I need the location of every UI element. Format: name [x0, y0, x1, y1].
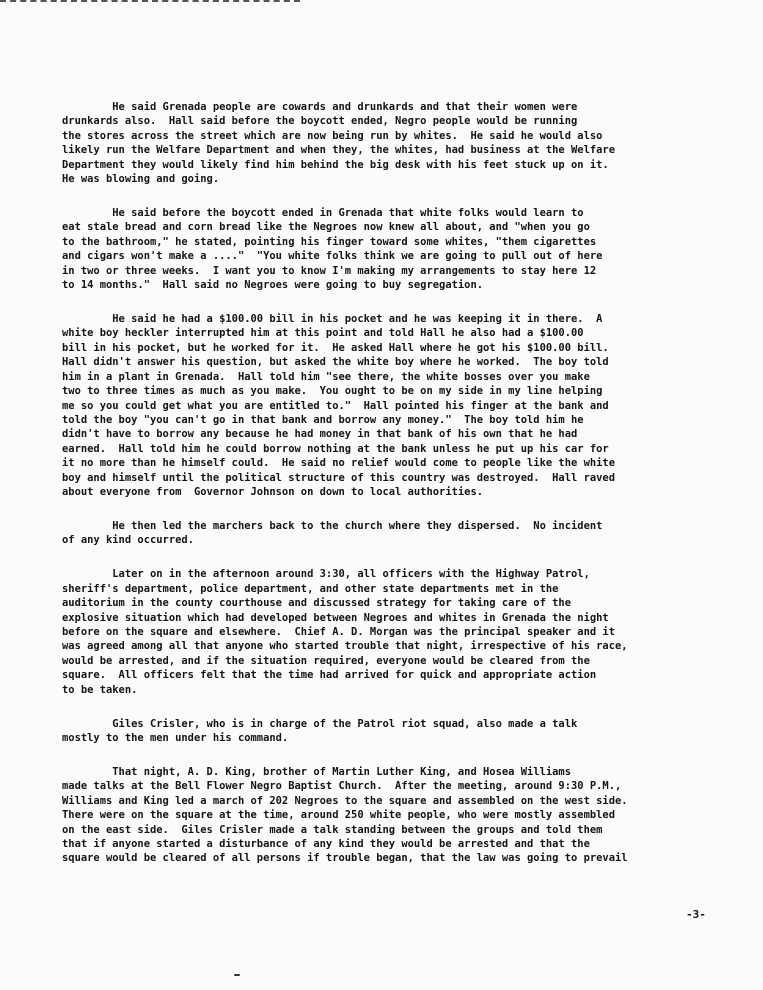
paragraph-crisler-talk: Giles Crisler, who is in charge of the Patrol riot squad, also made a talk mostly to the men under his command. [62, 717, 578, 744]
paragraph-officers-meeting: Later on in the afternoon around 3:30, all officers with the Highway Patrol, sheriff's department, police department, and other state departments met in the auditorium in the county courthouse and discussed strategy for taking care of the explosive situation which had developed between Negroes and whites in Grenada the night before on the square and elsewhere. Chief A. D. Morgan was the principal speaker and it was agreed among all that anyone who started trouble that night, irrespective of his race, would be arrested, and if the situation required, everyone would be cleared from the square. All officers felt that the time had arrived for quick and appropriate action to be taken. [62, 568, 628, 696]
paragraph-hundred-dollar-bill: He said he had a $100.00 bill in his pocket and he was keeping it in there. A white boy heckler interrupted him at this point and told Hall he also had a $100.00 bill in his pocket, but he worked for it. He asked Hall where he got his $100.00 bill. Hall didn't answer his question, but asked the white boy where he worked. The boy told him in a plant in Grenada. Hall told him "see there, the white bosses over you make two to three times as much as you make. You ought to be on my side in my line helping me so you could get what you are entitled to." Hall pointed his finger at the bank and told the boy "you can't go in that bank and borrow any money." The boy told him he didn't have to borrow any because he had money in that bank of his own that he had earned. Hall told him he could borrow nothing at the bank unless he put up his car for it no more than he himself could. He said no relief would come to people like the white boy and himself until the political structure of this country was destroyed. Hall raved about everyone from Governor Johnson on down to local authorities. [62, 313, 615, 498]
paragraph-grenada-cowards: He said Grenada people are cowards and drunkards and that their women were drunkards also. Hall said before the boycott ended, Negro people would be running the stores across the street which are now being run by whites. He said he would also likely run the Welfare Department and when they, the whites, had business at the Welfare Department they would likely find him behind the big desk with his feet stuck up on it. He was blowing and going. [62, 101, 615, 186]
page-top-edge [0, 0, 300, 6]
document-body [62, 100, 742, 885]
paragraph-night-march: That night, A. D. King, brother of Martin Luther King, and Hosea Williams made talks at the Bell Flower Negro Baptist Church. After the meeting, around 9:30 P.M., Williams and King led a march of 202 Negroes to the square and assembled on the west side. There were on the square at the time, around 250 white people, who were mostly assembled on the east side. Giles Crisler made a talk standing between the groups and told them that if anyone started a disturbance of any kind they would be arrested and that the square would be cleared of all persons if trouble began, that the law was going to prevail [62, 766, 628, 865]
paragraph-stale-bread: He said before the boycott ended in Grenada that white folks would learn to eat stale bread and corn bread like the Negroes now knew all about, and "when you go to the bathroom," he stated, pointing his finger toward some whites, "them cigarettes and cigars won't make a ...." "You white folks think we are going to pull out of here in two or three weeks. I want you to know I'm making my arrangements to stay here 12 to 14 months." Hall said no Negroes were going to buy segregation. [62, 207, 603, 292]
page-number: -3- [686, 908, 706, 921]
paragraph-marchers-dispersed: He then led the marchers back to the church where they dispersed. No incident of any kind occurred. [62, 519, 603, 547]
scan-speck [234, 974, 240, 976]
